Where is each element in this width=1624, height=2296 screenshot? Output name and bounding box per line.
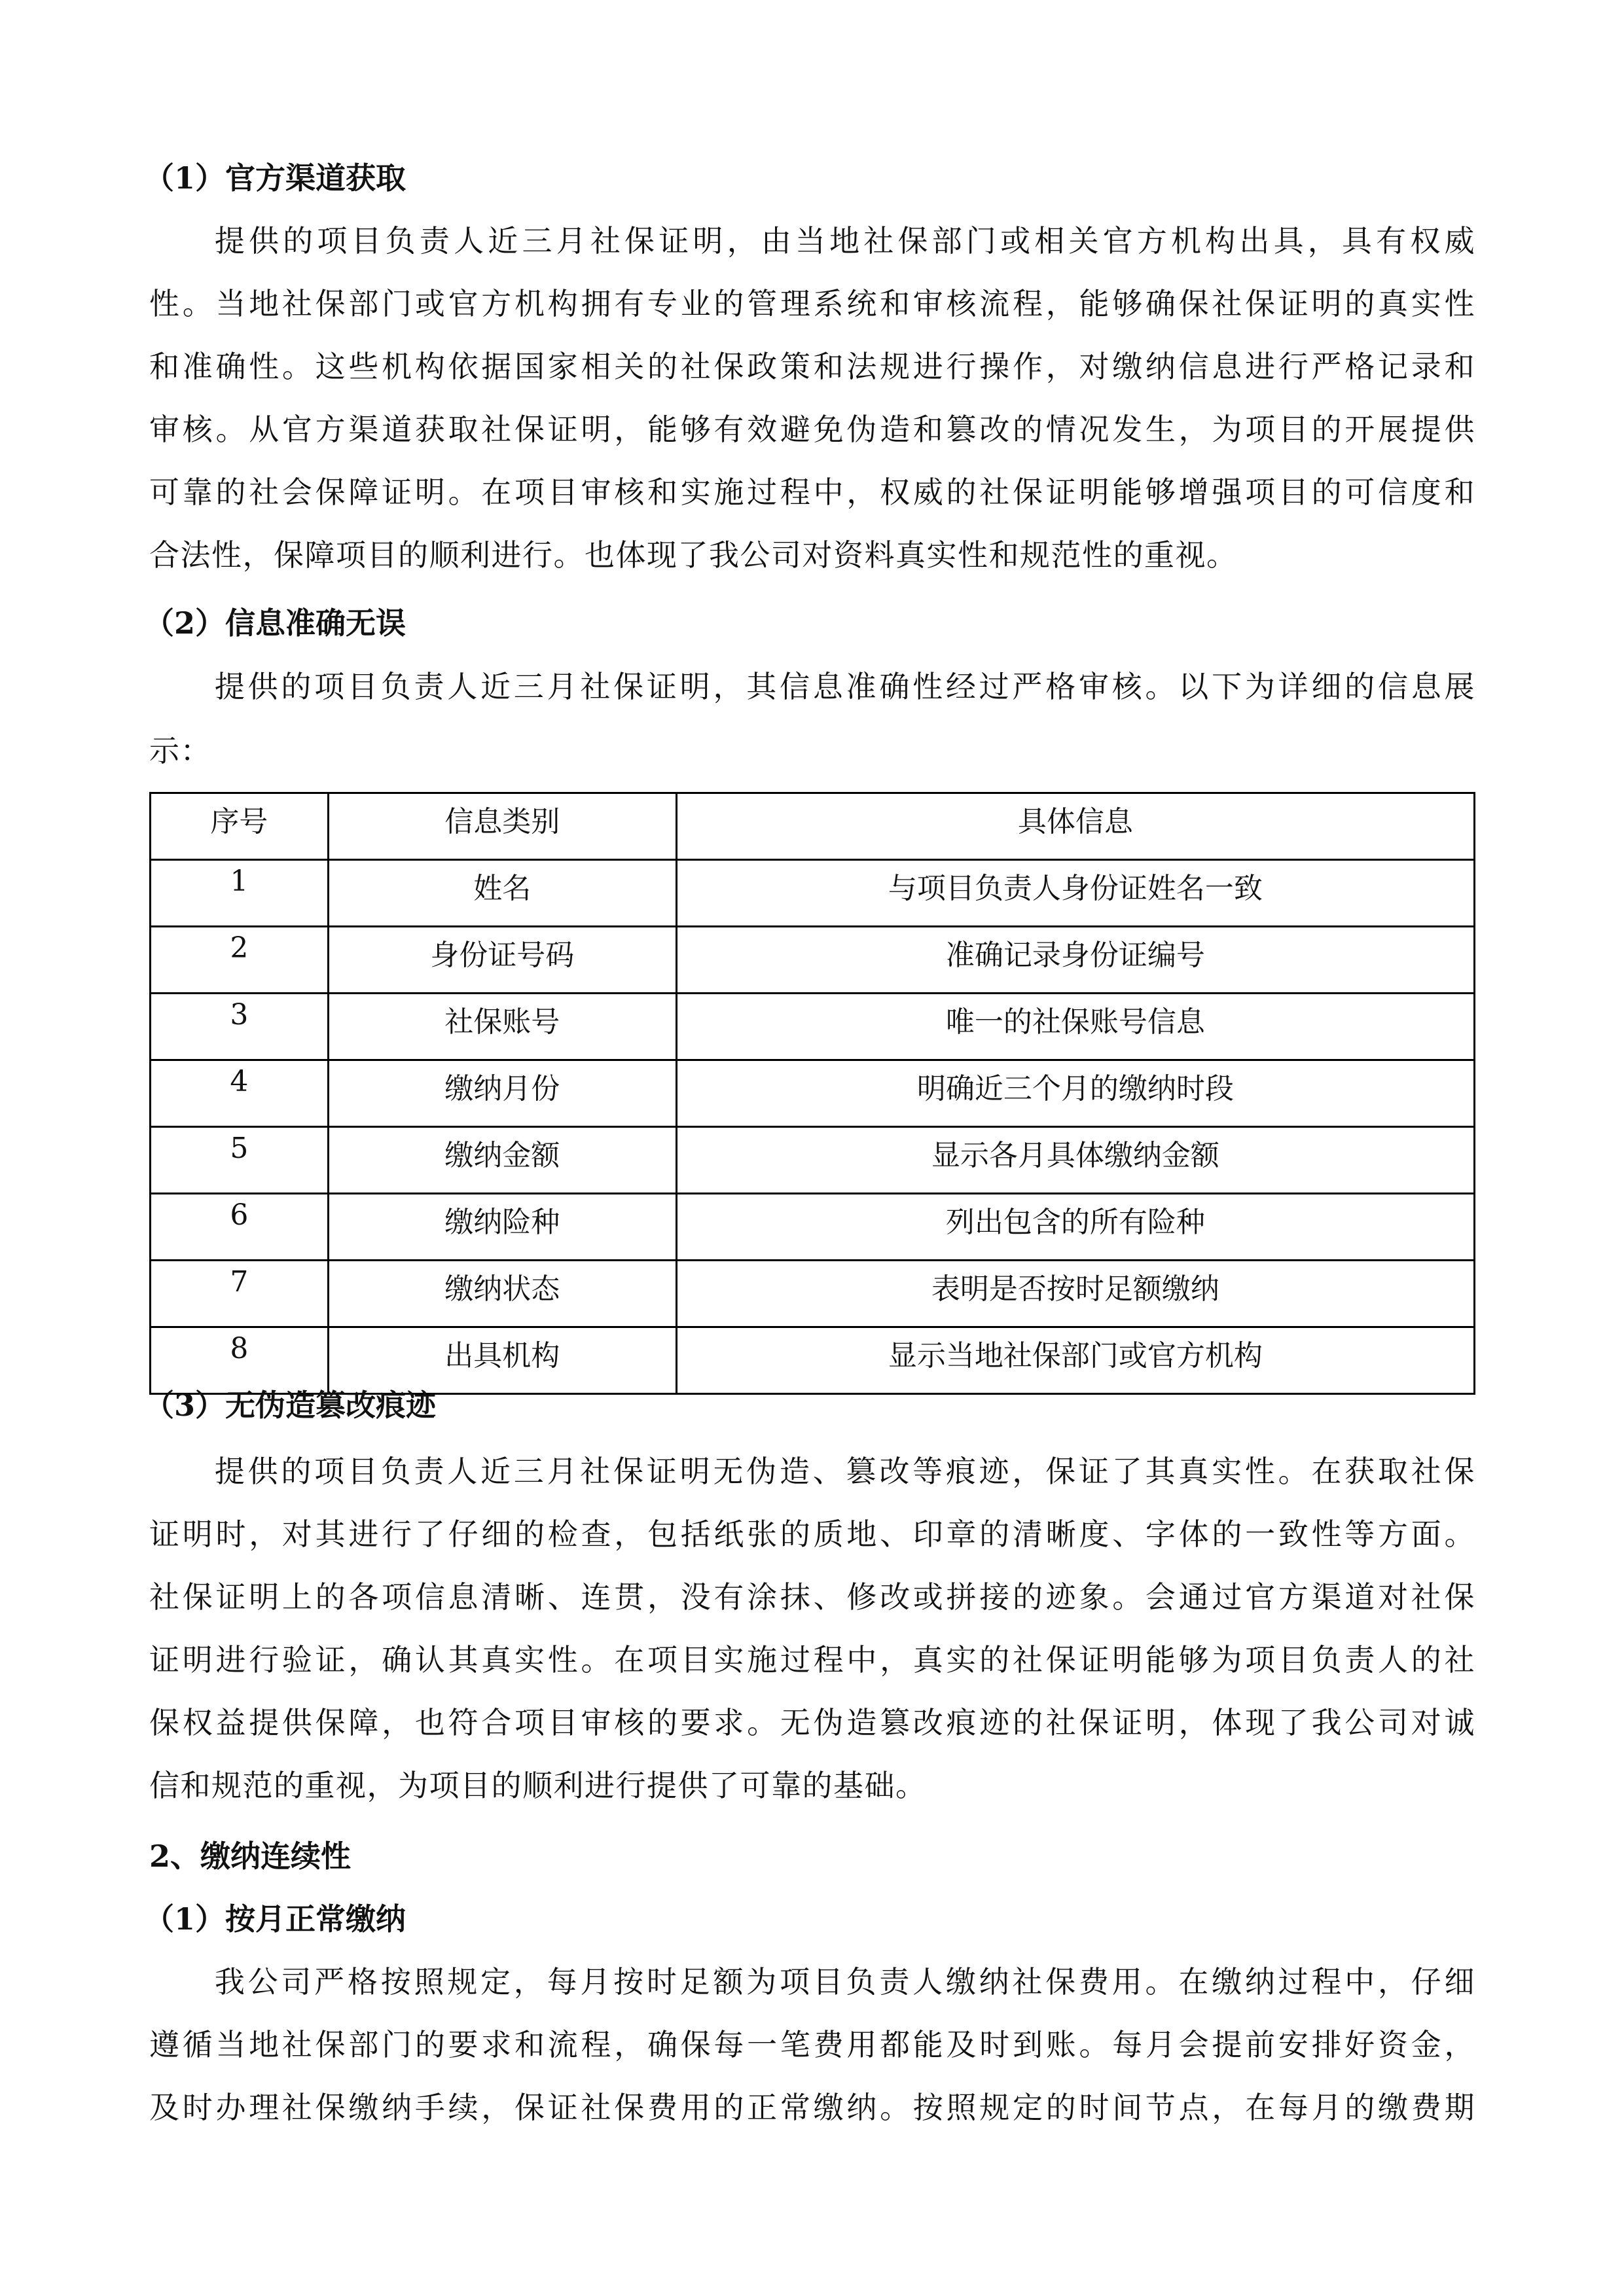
table-cell: 3 (151, 994, 329, 1060)
text-line: 社保证明上的各项信息清晰、连贯，没有涂抹、修改或拼接的迹象。会通过官方渠道对社保 (149, 1579, 1475, 1615)
table-cell: 明确近三个月的缴纳时段 (676, 1060, 1474, 1127)
table-row (151, 1261, 1475, 1327)
table-row (151, 860, 1475, 927)
table-cell: 显示各月具体缴纳金额 (676, 1127, 1474, 1194)
text-line: 可靠的社会保障证明。在项目审核和实施过程中，权威的社保证明能够增强项目的可信度和 (149, 475, 1475, 510)
table-row (151, 1194, 1475, 1261)
table-cell: 准确记录身份证编号 (676, 927, 1474, 994)
table-cell: 5 (151, 1127, 329, 1194)
text-line: 提供的项目负责人近三月社保证明，由当地社保部门或相关官方机构出具，具有权威 (214, 223, 1475, 259)
table-cell: 7 (151, 1261, 329, 1327)
table-cell: 缴纳状态 (328, 1261, 676, 1327)
text-line: 提供的项目负责人近三月社保证明无伪造、篡改等痕迹，保证了其真实性。在获取社保 (214, 1454, 1475, 1489)
paragraph-no-forgery (149, 1440, 1475, 1817)
section-heading-official-channel: （1）官方渠道获取 (144, 160, 406, 196)
text-line: 审核。从官方渠道获取社保证明，能够有效避免伪造和篡改的情况发生，为项目的开展提供 (149, 412, 1475, 447)
text-line: 提供的项目负责人近三月社保证明，其信息准确性经过严格审核。以下为详细的信息展 (214, 669, 1475, 704)
table-row (151, 1127, 1475, 1194)
table-cell: 缴纳金额 (328, 1127, 676, 1194)
table-cell: 姓名 (328, 860, 676, 927)
table-cell: 显示当地社保部门或官方机构 (676, 1327, 1474, 1394)
text-line: 性。当地社保部门或官方机构拥有专业的管理系统和审核流程，能够确保社保证明的真实性 (149, 286, 1475, 321)
section-heading-monthly-payment: （1）按月正常缴纳 (144, 1901, 406, 1937)
text-line: 遵循当地社保部门的要求和流程，确保每一笔费用都能及时到账。每月会提前安排好资金， (149, 2027, 1475, 2062)
table-cell: 4 (151, 1060, 329, 1127)
table-cell: 出具机构 (328, 1327, 676, 1394)
table-cell: 表明是否按时足额缴纳 (676, 1261, 1474, 1327)
table-cell: 1 (151, 860, 329, 927)
table-header-row (151, 793, 1475, 860)
table-row (151, 1060, 1475, 1127)
text-line: 保权益提供保障，也符合项目审核的要求。无伪造篡改痕迹的社保证明，体现了我公司对诚 (149, 1705, 1475, 1740)
table-cell: 唯一的社保账号信息 (676, 994, 1474, 1060)
section-heading-no-forgery: （3）无伪造篡改痕迹 (144, 1388, 437, 1423)
text-line: 示： (149, 733, 211, 768)
paragraph-monthly-payment (149, 1950, 1475, 2139)
table-row (151, 994, 1475, 1060)
column-header: 具体信息 (676, 793, 1474, 860)
text-line: 合法性，保障项目的顺利进行。也体现了我公司对资料真实性和规范性的重视。 (149, 537, 1238, 573)
text-line: 及时办理社保缴纳手续，保证社保费用的正常缴纳。按照规定的时间节点，在每月的缴费期 (149, 2090, 1475, 2125)
text-line: 信和规范的重视，为项目的顺利进行提供了可靠的基础。 (149, 1768, 927, 1803)
info-table (149, 792, 1475, 1395)
table-cell: 社保账号 (328, 994, 676, 1060)
table-cell: 缴纳险种 (328, 1194, 676, 1261)
table-row (151, 927, 1475, 994)
table-cell: 8 (151, 1327, 329, 1394)
text-line: 我公司严格按照规定，每月按时足额为项目负责人缴纳社保费用。在缴纳过程中，仔细 (214, 1964, 1475, 2000)
column-header: 信息类别 (328, 793, 676, 860)
table-cell: 与项目负责人身份证姓名一致 (676, 860, 1474, 927)
table-cell: 列出包含的所有险种 (676, 1194, 1474, 1261)
text-line: 证明进行验证，确认其真实性。在项目实施过程中，真实的社保证明能够为项目负责人的社 (149, 1642, 1475, 1677)
section-heading-info-accuracy: （2）信息准确无误 (144, 605, 406, 641)
paragraph-official-channel (149, 209, 1475, 586)
column-header: 序号 (151, 793, 329, 860)
table-cell: 6 (151, 1194, 329, 1261)
text-line: 和准确性。这些机构依据国家相关的社保政策和法规进行操作，对缴纳信息进行严格记录和 (149, 349, 1475, 384)
section-heading-payment-continuity: 2、缴纳连续性 (149, 1839, 352, 1874)
table-cell: 身份证号码 (328, 927, 676, 994)
text-line: 证明时，对其进行了仔细的检查，包括纸张的质地、印章的清晰度、字体的一致性等方面。 (149, 1516, 1475, 1552)
paragraph-info-accuracy (149, 655, 1475, 783)
table-cell: 2 (151, 927, 329, 994)
table-cell: 缴纳月份 (328, 1060, 676, 1127)
